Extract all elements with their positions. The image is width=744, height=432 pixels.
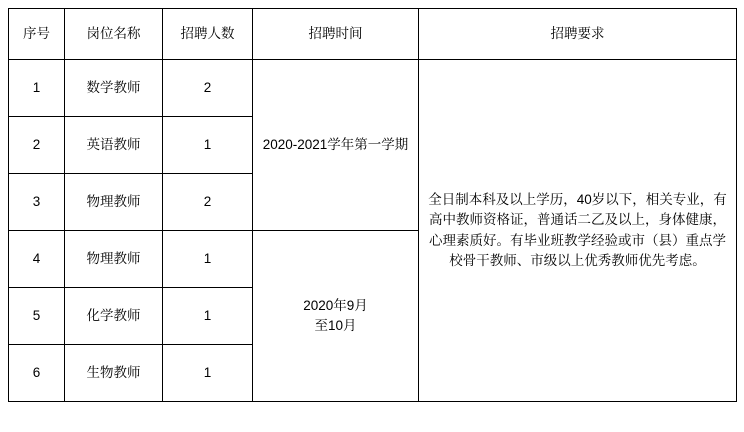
table-body — [9, 60, 737, 402]
cell-no: 2 — [9, 117, 65, 174]
column-header-no: 序号 — [9, 9, 65, 60]
cell-count: 1 — [163, 345, 253, 402]
cell-post: 物理教师 — [65, 174, 163, 231]
cell-requirement — [419, 60, 737, 402]
table-row — [9, 60, 737, 117]
time-line: 2020年9月 — [303, 297, 368, 313]
column-header-count: 招聘人数 — [163, 9, 253, 60]
cell-count: 2 — [163, 174, 253, 231]
table-header-row — [9, 9, 737, 60]
cell-post: 英语教师 — [65, 117, 163, 174]
recruitment-table — [8, 8, 737, 402]
cell-no: 4 — [9, 231, 65, 288]
document-page — [0, 8, 744, 432]
cell-time-group-1 — [253, 60, 419, 231]
time-line: 至10月 — [314, 318, 357, 333]
requirement-text: 全日制本科及以上学历，40岁以下，相关专业，有高中教师资格证，普通话二乙及以上，身体健康，心理素质好。有毕业班教学经验或市（县）重点学校骨干教师、市级以上优秀教师优先考虑。 — [428, 192, 727, 268]
table-header — [9, 9, 737, 60]
cell-post: 数学教师 — [65, 60, 163, 117]
cell-post: 化学教师 — [65, 288, 163, 345]
cell-count: 1 — [163, 231, 253, 288]
cell-count: 1 — [163, 288, 253, 345]
column-header-time: 招聘时间 — [253, 9, 419, 60]
cell-no: 6 — [9, 345, 65, 402]
cell-count: 2 — [163, 60, 253, 117]
time-line: 2020-2021学年第一学期 — [262, 136, 409, 152]
cell-no: 3 — [9, 174, 65, 231]
column-header-requirement: 招聘要求 — [419, 9, 737, 60]
column-header-post: 岗位名称 — [65, 9, 163, 60]
cell-post: 物理教师 — [65, 231, 163, 288]
cell-time-group-2 — [253, 231, 419, 402]
cell-no: 5 — [9, 288, 65, 345]
cell-count: 1 — [163, 117, 253, 174]
cell-no: 1 — [9, 60, 65, 117]
cell-post: 生物教师 — [65, 345, 163, 402]
